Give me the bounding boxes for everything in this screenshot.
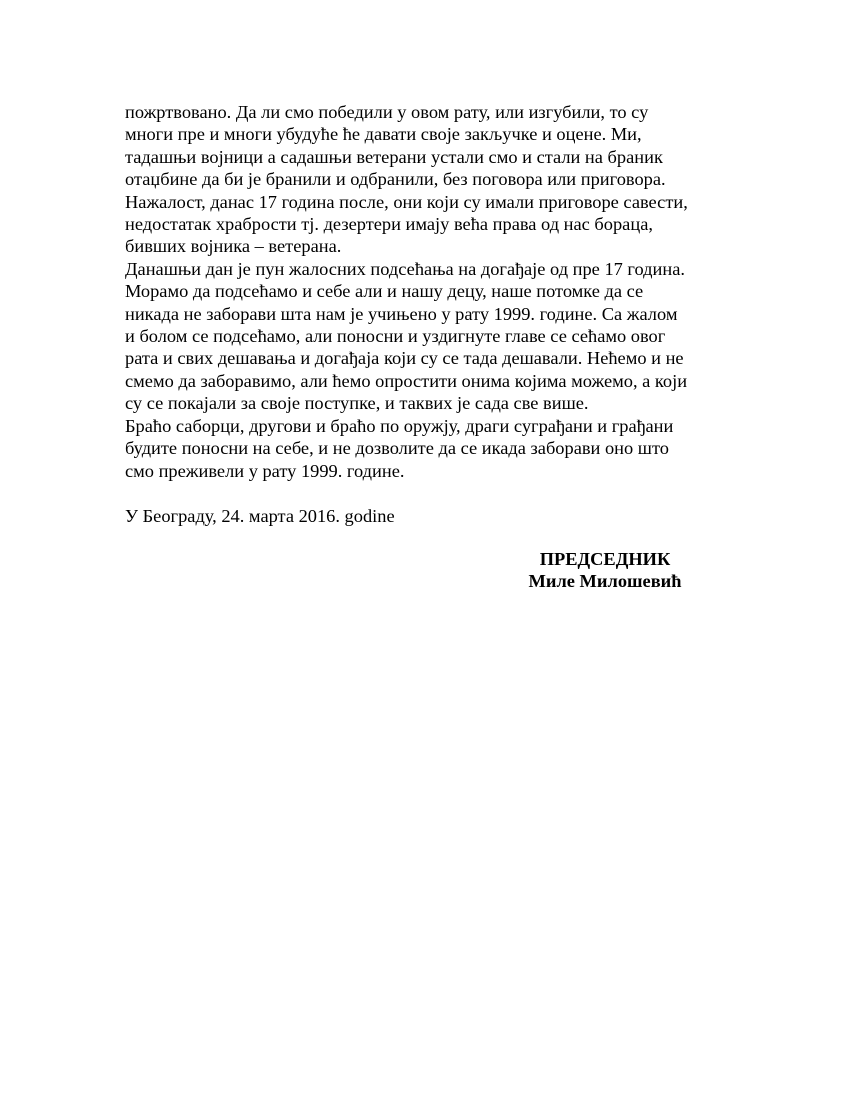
text-line: рата и свих дешавања и догађаја који су се тада дешавали. Нећемо и не — [125, 348, 684, 369]
text-line: и болом се подсећамо, али поносни и уздигнуте главе се сећамо овог — [125, 326, 666, 347]
text-line: тадашњи војници а садашњи ветерани устали смо и стали на браник — [125, 146, 663, 167]
text-line: су се покајали за своје поступке, и таквих је сада све више. — [125, 393, 589, 414]
signature-title: ПРЕДСЕДНИК — [539, 549, 671, 569]
text-line: никада не заборави шта нам је учињено у рату 1999. године. Са жалом — [125, 303, 678, 324]
text-line: смо преживели у рату 1999. године. — [125, 460, 405, 481]
text-line: будите поносни на себе, и не дозволите да се икада заборави оно што — [125, 438, 669, 459]
paragraph-2 — [125, 258, 765, 415]
letter-body — [125, 101, 765, 482]
text-line: недостатак храбрости тј. дезертери имају већа права од нас бораца, — [125, 214, 653, 235]
text-line: смемо да заборавимо, али ћемо опростити онима којима можемо, а који — [125, 370, 688, 391]
text-line: отаџбине да би је бранили и одбранили, без поговора или приговора. — [125, 169, 666, 190]
text-line: Нажалост, данас 17 година после, они који су имали приговоре савести, — [125, 191, 688, 212]
text-line: многи пре и многи убудуће ће давати своје закључке и оцене. Ми, — [125, 124, 642, 145]
signature-block — [500, 548, 710, 593]
signature-name: Миле Милошевић — [528, 571, 682, 592]
text-line: пожртвовано. Да ли смо победили у овом рату, или изгубили, то су — [125, 102, 649, 122]
paragraph-1 — [125, 101, 765, 258]
text-line: бивших војника – ветерана. — [125, 236, 342, 257]
paragraph-3 — [125, 415, 765, 482]
text-line: Браћо саборци, другови и браћо по оружју, драги суграђани и грађани — [125, 415, 674, 436]
dateline: У Београду, 24. марта 2016. godine — [125, 506, 395, 526]
text-line: Морамо да подсећамо и себе али и нашу децу, наше потомке да се — [125, 281, 644, 302]
text-line: Данашњи дан је пун жалосних подсећања на догађаје од пре 17 година. — [125, 258, 685, 279]
